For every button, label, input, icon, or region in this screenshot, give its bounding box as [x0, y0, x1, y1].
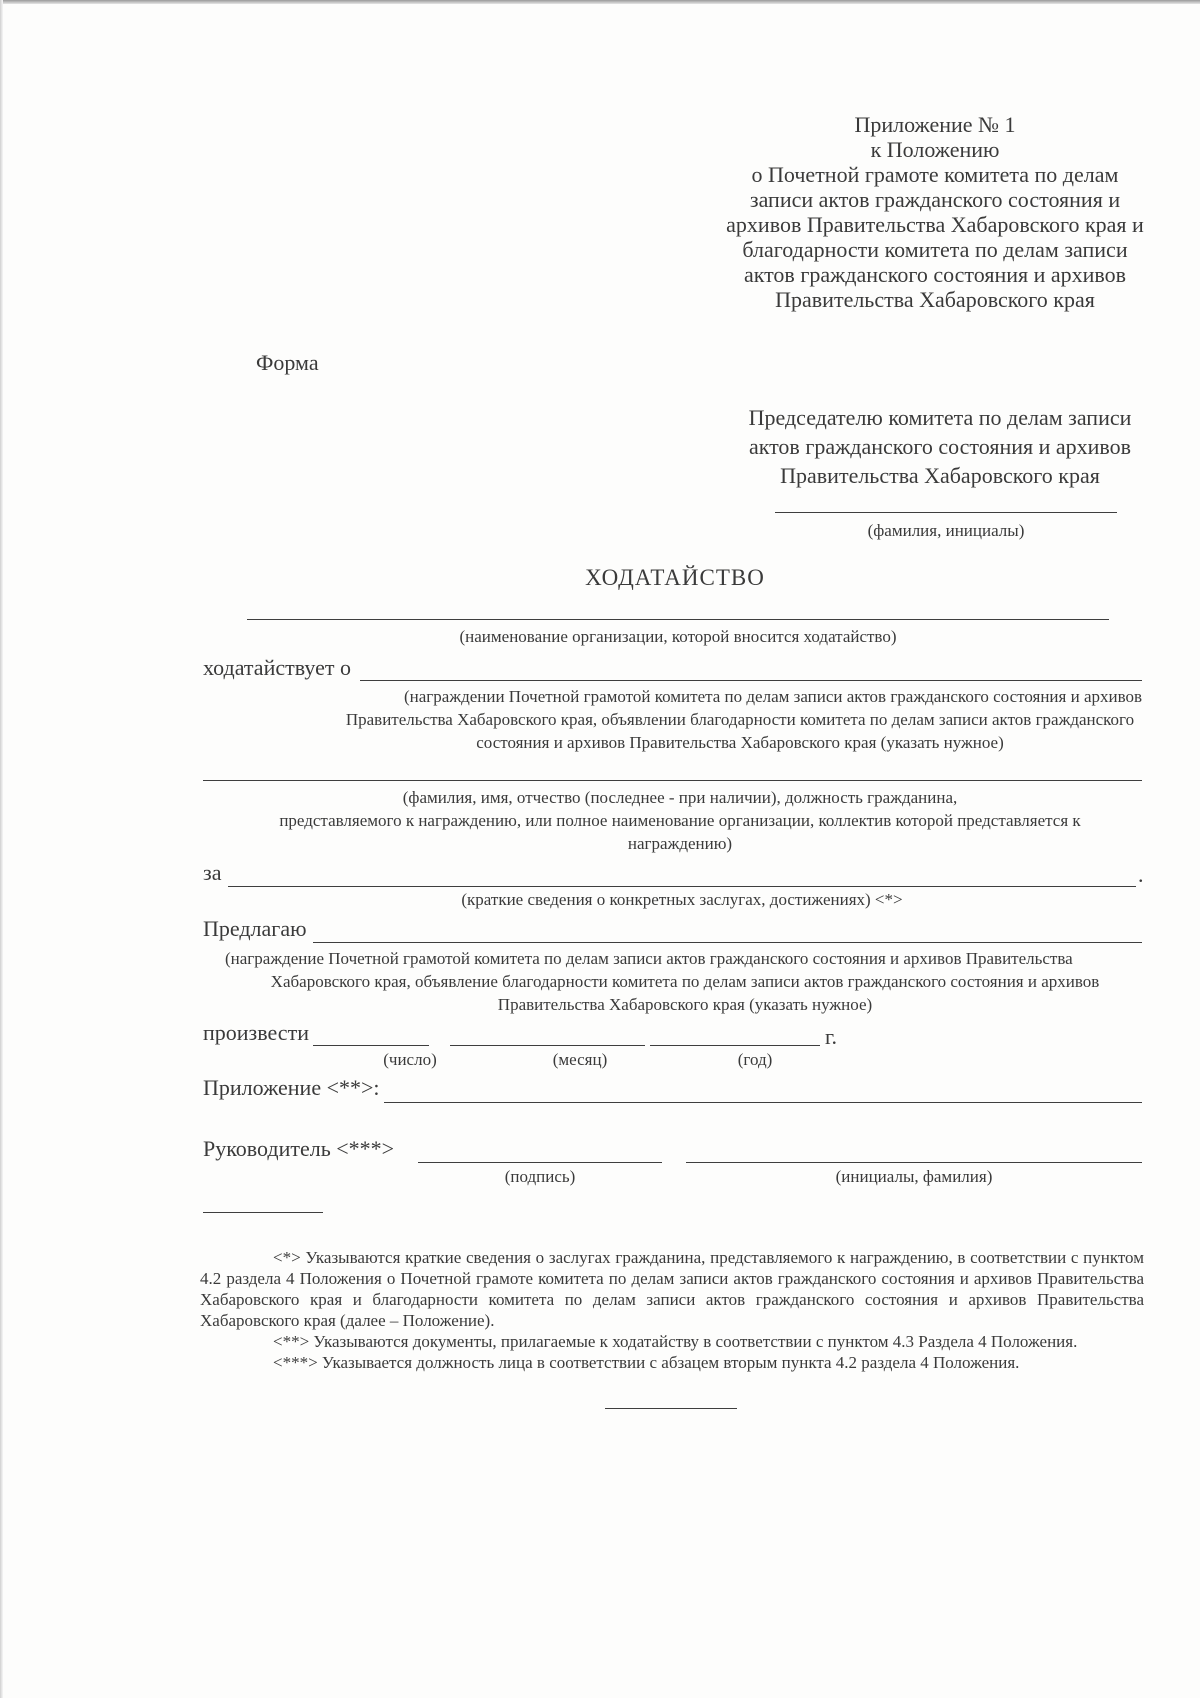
organization-hint: (наименование организации, которой вносится ходатайство) [459, 627, 897, 646]
month-hint: (месяц) [552, 1050, 608, 1069]
proposal-field[interactable] [313, 942, 1142, 943]
addressee-hint: (фамилия, инициалы) [867, 521, 1025, 540]
petitions-label: ходатайствует о [203, 655, 351, 680]
day-field[interactable] [313, 1045, 429, 1046]
footnotes [200, 1247, 1144, 1373]
appendix-line: Правительства Хабаровского края [775, 287, 1095, 312]
appendix-line: Приложение № 1 [854, 112, 1016, 137]
footnote-2: <**> Указываются документы, прилагаемые к ходатайству в соответствии с пунктом 4.3 Раздела 4 Положения. [273, 1332, 1078, 1351]
merits-hint: (краткие сведения о конкретных заслугах, достижениях) <*> [461, 890, 903, 909]
proposal-hint-line: Правительства Хабаровского края (указать нужное) [497, 995, 873, 1014]
proposal-hint-line: (награждение Почетной грамотой комитета по делам записи актов гражданского состояния и архивов Правительства [225, 949, 1073, 968]
organization-field[interactable] [247, 619, 1109, 620]
addressee-line: Правительства Хабаровского края [780, 463, 1100, 488]
award-hint-line: состояния и архивов Правительства Хабаровского края (указать нужное) [476, 733, 1004, 752]
year-field[interactable] [650, 1045, 820, 1046]
appendix-line: к Положению [870, 137, 1000, 162]
footnote-1: <*> Указываются краткие сведения о заслугах гражданина, представляемого к награждению, в соответствии с пунктом 4.2 раздела 4 Положения о Почетной грамоте комитета по делам записи актов гражданского состояния и архивов Правительства Хабаровского края и благодарности комитета по делам записи актов гражданского состояния и архивов Правительства Хабаровского края (далее – Положение). [200, 1248, 1144, 1330]
document-title: ХОДАТАЙСТВО [585, 565, 765, 590]
form-label: Форма [256, 350, 319, 375]
proposal-hint [225, 947, 1145, 1016]
footnote-3: <***> Указывается должность лица в соответствии с абзацем вторым пункта 4.2 раздела 4 Положения. [273, 1353, 1020, 1372]
proposal-hint-line: Хабаровского края, объявление благодарности комитета по делам записи актов гражданского состояния и архивов [270, 972, 1100, 991]
end-separator [605, 1408, 737, 1409]
addressee-block [720, 403, 1160, 490]
for-label: за [203, 860, 222, 885]
scan-edge-top [0, 0, 1200, 4]
nominee-hint [220, 786, 1140, 855]
award-type-hint [310, 685, 1170, 754]
initials-field[interactable] [686, 1162, 1142, 1163]
nominee-hint-line: (фамилия, имя, отчество (последнее - при наличии), должность гражданина, [402, 788, 958, 807]
appendix-header [700, 112, 1170, 312]
appendix-line: записи актов гражданского состояния и [749, 187, 1121, 212]
attachment-label: Приложение <**>: [203, 1075, 380, 1100]
signature-hint: (подпись) [504, 1167, 576, 1186]
nominee-hint-line: награждению) [627, 834, 733, 853]
appendix-line: актов гражданского состояния и архивов [743, 262, 1127, 287]
award-hint-line: (награждении Почетной грамотой комитета по делам записи актов гражданского состояния и архивов [404, 687, 1143, 706]
propose-label: Предлагаю [203, 916, 307, 941]
addressee-name-field[interactable] [775, 512, 1117, 513]
attachment-field[interactable] [384, 1102, 1142, 1103]
month-field[interactable] [450, 1045, 645, 1046]
year-suffix: г. [825, 1024, 838, 1049]
award-type-field[interactable] [360, 680, 1142, 681]
scan-edge-left [0, 0, 3, 1698]
signature-field[interactable] [418, 1162, 662, 1163]
appendix-line: благодарности комитета по делам записи [742, 237, 1128, 262]
award-hint-line: Правительства Хабаровского края, объявлении благодарности комитета по делам записи актов гражданского [345, 710, 1135, 729]
merits-field[interactable] [228, 886, 1136, 887]
day-hint: (число) [383, 1050, 437, 1069]
year-hint: (год) [737, 1050, 773, 1069]
head-label: Руководитель <***> [203, 1136, 395, 1161]
addressee-line: актов гражданского состояния и архивов [748, 434, 1132, 459]
appendix-line: о Почетной грамоте комитета по делам [751, 162, 1119, 187]
nominee-field[interactable] [203, 780, 1142, 781]
addressee-line: Председателю комитета по делам записи [748, 405, 1132, 430]
perform-label: произвести [203, 1020, 309, 1045]
appendix-line: архивов Правительства Хабаровского края и [726, 212, 1144, 237]
merits-field-end: . [1138, 862, 1144, 887]
footnote-separator [203, 1212, 323, 1213]
initials-hint: (инициалы, фамилия) [835, 1167, 993, 1186]
nominee-hint-line: представляемого к награждению, или полное наименование организации, коллектив которой представляется к [279, 811, 1081, 830]
